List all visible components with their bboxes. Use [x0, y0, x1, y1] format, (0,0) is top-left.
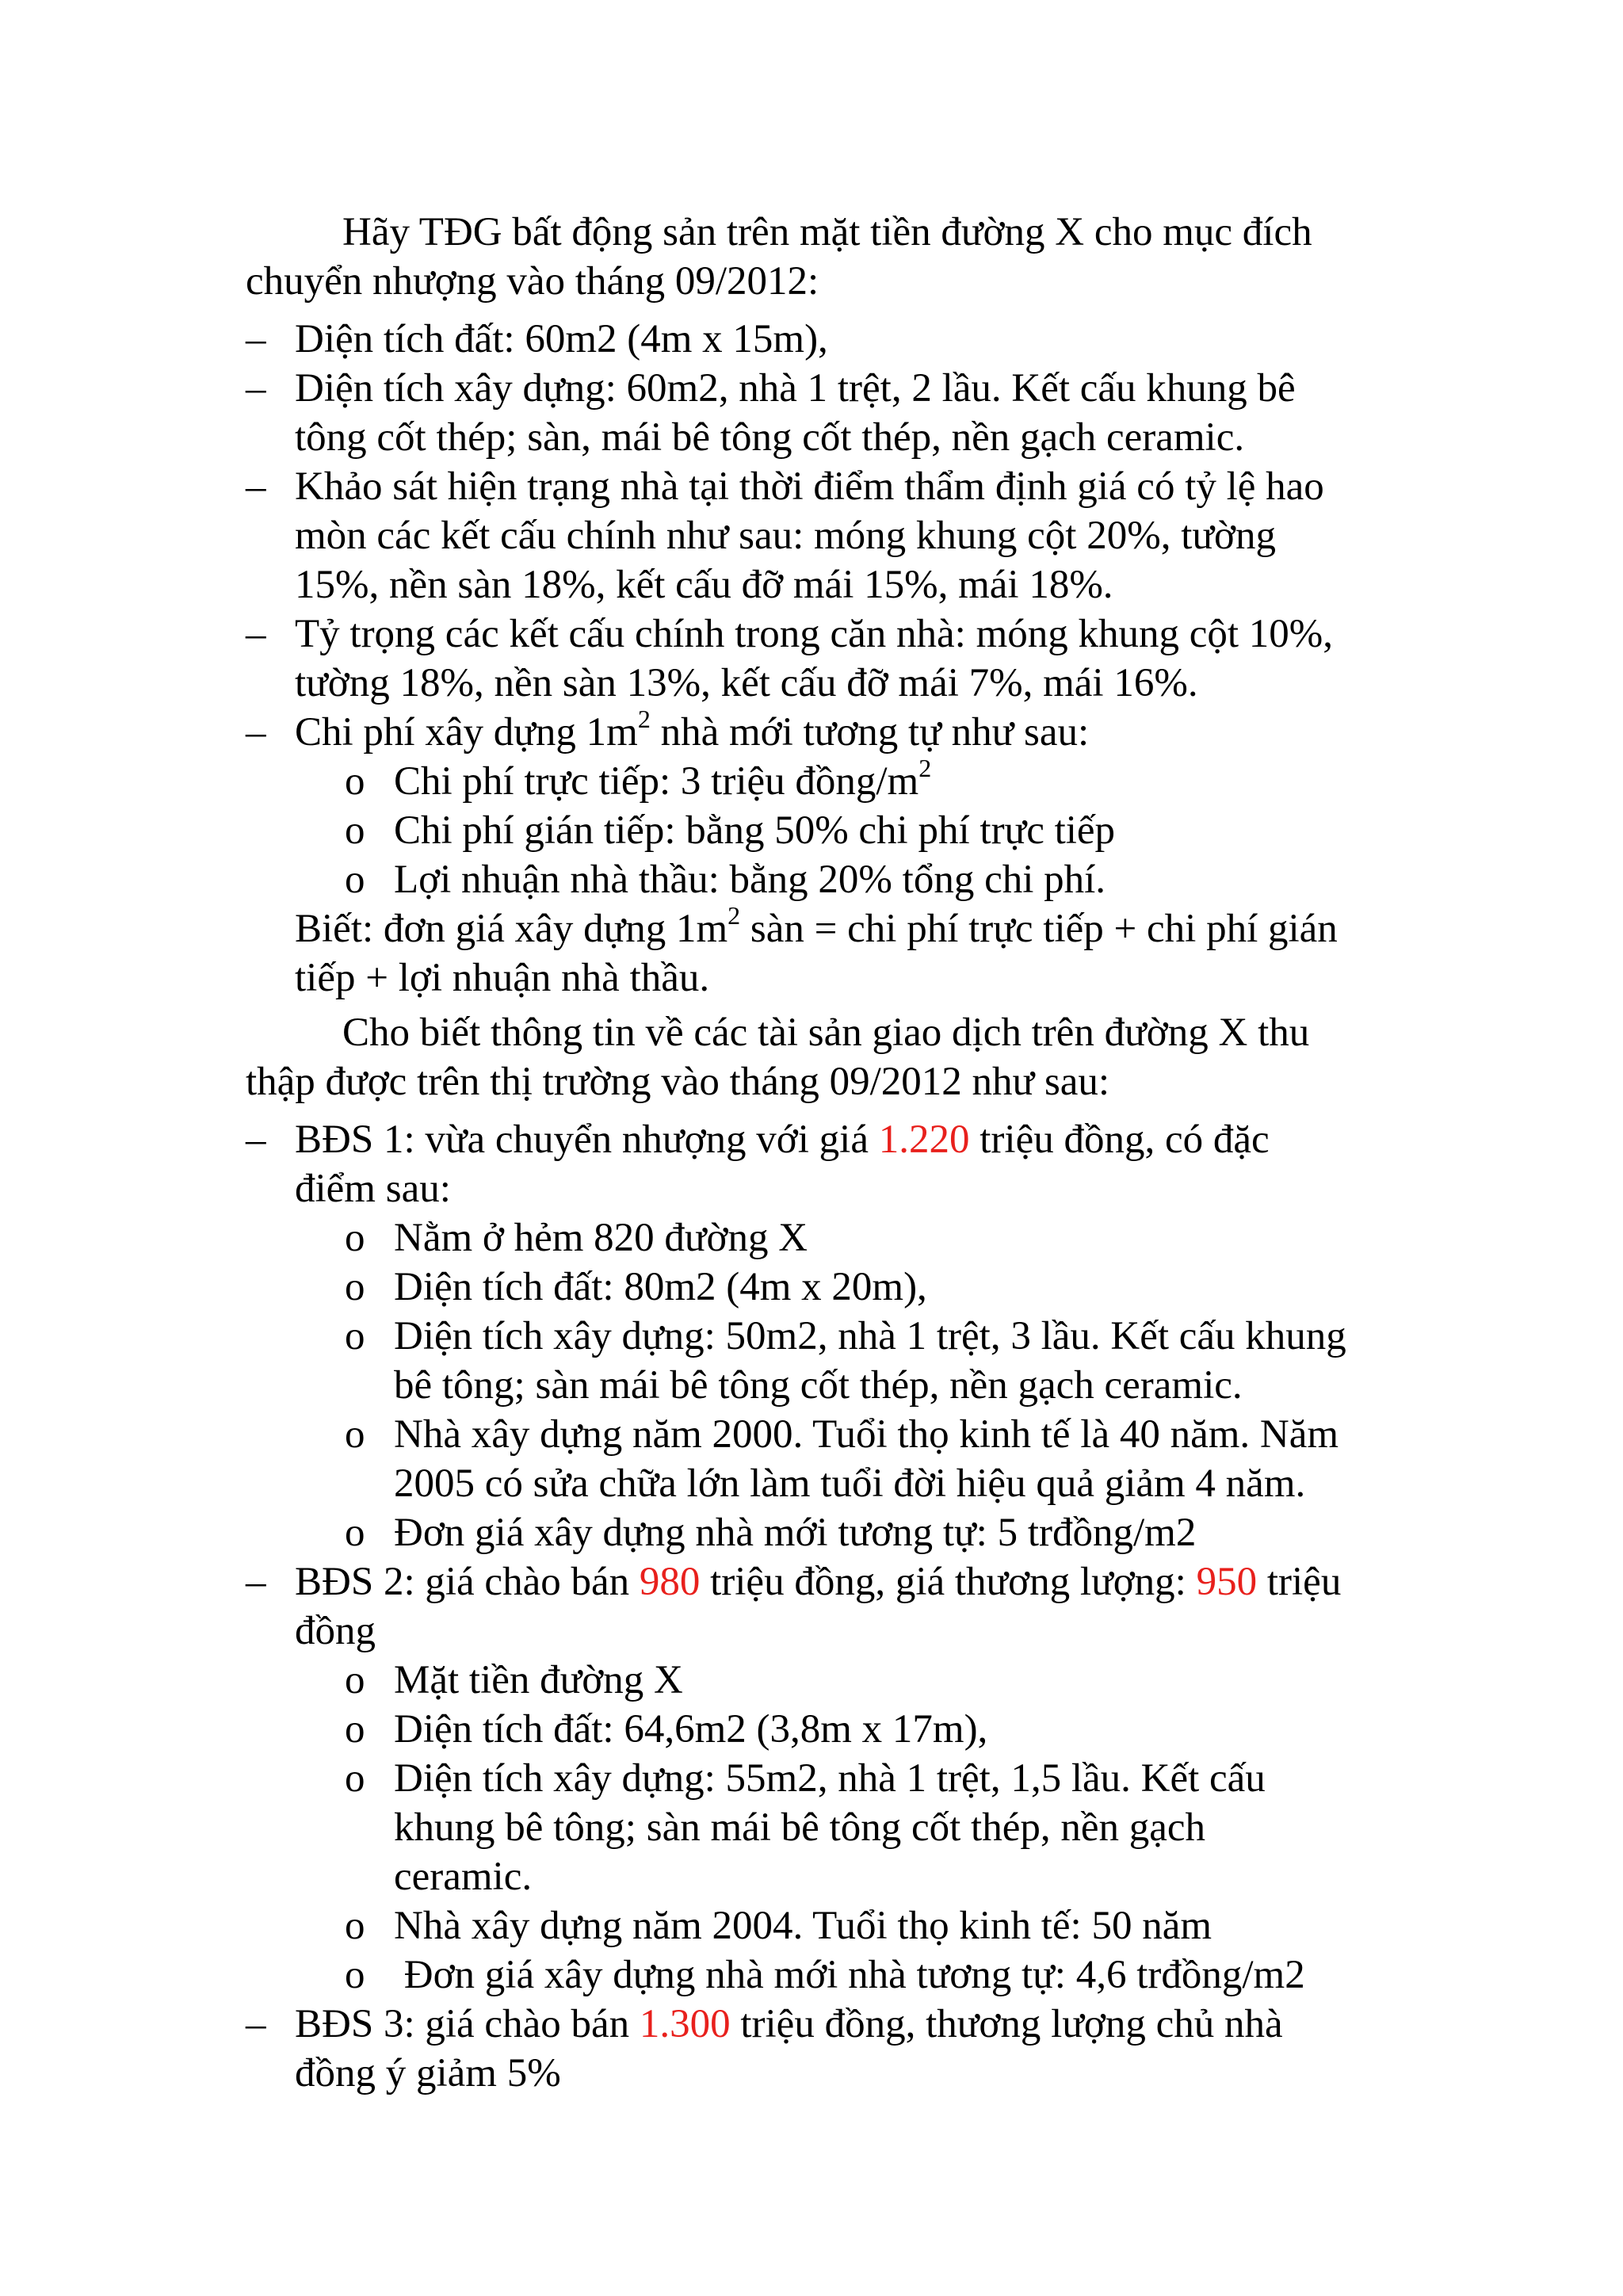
- note-text-cont: sàn = chi phí trực tiếp + chi phí gián: [740, 907, 1338, 951]
- subject-build-area-line-2: tông cốt thép; sàn, mái bê tông cốt thép, nền gạch ceramic.: [295, 415, 1245, 460]
- subject-build-area-line-1: Diện tích xây dựng: 60m2, nhà 1 trệt, 2 lầu. Kết cấu khung bê: [295, 366, 1296, 411]
- indirect-cost-text: Chi phí gián tiếp: bằng 50% chi phí trực tiếp: [394, 808, 1116, 853]
- bullet-marker: o: [345, 759, 365, 804]
- bds2-build-line-2: khung bê tông; sàn mái bê tông cốt thép, nền gạch: [394, 1805, 1206, 1850]
- bds3-head-end: triệu đồng, thương lượng chủ nhà: [730, 2002, 1283, 2046]
- subject-cost-text-end: nhà mới tương tự như sau:: [650, 710, 1090, 755]
- bds3-item: [246, 2000, 1434, 2098]
- direct-cost-text: Chi phí trực tiếp: 3 triệu đồng/m: [394, 759, 919, 804]
- bullet-marker: o: [345, 1756, 365, 1801]
- bds1-head-line-2: điểm sau:: [295, 1167, 451, 1211]
- bds2-negotiated-price: 950: [1196, 1560, 1258, 1604]
- market-line-2: thập được trên thị trường vào tháng 09/2012 như sau:: [246, 1060, 1110, 1104]
- bds2-location-item: [345, 1656, 1438, 1705]
- bds3-offer-price: 1.300: [639, 2002, 731, 2046]
- superscript-2: 2: [637, 705, 651, 733]
- superscript-2: 2: [918, 754, 932, 782]
- bds2-head-line-2: đồng: [295, 1609, 376, 1653]
- contractor-profit-item: [345, 855, 1438, 904]
- unit-price-note: [295, 901, 1436, 1003]
- bds1-build-line-1: Diện tích xây dựng: 50m2, nhà 1 trệt, 3 lầu. Kết cấu khung: [394, 1314, 1346, 1358]
- bds1-location: Nằm ở hẻm 820 đường X: [394, 1216, 808, 1260]
- subject-survey-line-1: Khảo sát hiện trạng nhà tại thời điểm thẩm định giá có tỷ lệ hao: [295, 464, 1324, 509]
- dash-marker: –: [246, 612, 266, 656]
- subject-survey-item: [246, 462, 1434, 609]
- dash-marker: –: [246, 1117, 266, 1162]
- subject-land-area-item: [246, 315, 1434, 364]
- bds2-build-line-1: Diện tích xây dựng: 55m2, nhà 1 trệt, 1,5 lầu. Kết cấu: [394, 1756, 1266, 1801]
- bds1-land: Diện tích đất: 80m2 (4m x 20m),: [394, 1265, 927, 1309]
- note-line-2: tiếp + lợi nhuận nhà thầu.: [295, 956, 710, 1000]
- subject-survey-line-2: mòn các kết cấu chính như sau: móng khung cột 20%, tường: [295, 514, 1276, 558]
- bullet-marker: o: [345, 1314, 365, 1358]
- market-paragraph: [246, 1008, 1434, 1106]
- dash-marker: –: [246, 1560, 266, 1604]
- bds1-head: BĐS 1: vừa chuyển nhượng với giá: [295, 1117, 879, 1162]
- bds2-head-mid: triệu đồng, giá thương lượng:: [700, 1560, 1197, 1604]
- intro-paragraph: [246, 208, 1434, 306]
- bds1-price: 1.220: [878, 1117, 970, 1162]
- bullet-marker: o: [345, 1953, 365, 1997]
- bds2-head-end: triệu: [1257, 1560, 1342, 1604]
- bullet-marker: o: [345, 808, 365, 853]
- subject-ratio-item: [246, 609, 1434, 708]
- bds2-unit-price-item: [345, 1950, 1438, 2000]
- bds1-unit-price: Đơn giá xây dựng nhà mới tương tự: 5 trđồng/m2: [394, 1511, 1197, 1555]
- bds1-location-item: [345, 1213, 1438, 1263]
- bullet-marker: o: [345, 1412, 365, 1457]
- intro-line-1: Hãy TĐG bất động sản trên mặt tiền đường X cho mục đích: [342, 210, 1312, 254]
- bds2-build-item: [345, 1754, 1438, 1901]
- bds2-land: Diện tích đất: 64,6m2 (3,8m x 17m),: [394, 1707, 988, 1752]
- intro-line-2: chuyển nhượng vào tháng 09/2012:: [246, 259, 819, 304]
- bds2-offer-price: 980: [639, 1560, 701, 1604]
- dash-marker: –: [246, 366, 266, 411]
- bds1-land-item: [345, 1263, 1438, 1312]
- bds3-head: BĐS 3: giá chào bán: [295, 2002, 640, 2046]
- bds1-year-line-2: 2005 có sửa chữa lớn làm tuổi đời hiệu quả giảm 4 năm.: [394, 1461, 1306, 1506]
- bds2-land-item: [345, 1705, 1438, 1754]
- bullet-marker: o: [345, 858, 365, 902]
- subject-build-area-item: [246, 364, 1434, 462]
- subject-cost-item: [246, 705, 1434, 757]
- dash-marker: –: [246, 317, 266, 361]
- bullet-marker: o: [345, 1658, 365, 1702]
- bds1-unit-price-item: [345, 1508, 1438, 1557]
- bullet-marker: o: [345, 1216, 365, 1260]
- bds2-head: BĐS 2: giá chào bán: [295, 1560, 640, 1604]
- subject-cost-text: Chi phí xây dựng 1m: [295, 710, 638, 755]
- bds1-head-end: triệu đồng, có đặc: [969, 1117, 1270, 1162]
- note-text: Biết: đơn giá xây dựng 1m: [295, 907, 728, 951]
- bds2-unit-price: Đơn giá xây dựng nhà mới nhà tương tự: 4,6 trđồng/m2: [394, 1953, 1305, 1997]
- market-line-1: Cho biết thông tin về các tài sản giao dịch trên đường X thu: [342, 1010, 1310, 1055]
- bds2-build-line-3: ceramic.: [394, 1855, 533, 1899]
- dash-marker: –: [246, 710, 266, 755]
- bds1-year-line-1: Nhà xây dựng năm 2000. Tuổi thọ kinh tế là 40 năm. Năm: [394, 1412, 1339, 1457]
- dash-marker: –: [246, 2002, 266, 2046]
- bullet-marker: o: [345, 1707, 365, 1752]
- bullet-marker: o: [345, 1265, 365, 1309]
- subject-land-area: Diện tích đất: 60m2 (4m x 15m),: [295, 317, 828, 361]
- bds2-year-item: [345, 1901, 1438, 1950]
- bullet-marker: o: [345, 1511, 365, 1555]
- bds2-location: Mặt tiền đường X: [394, 1658, 683, 1702]
- contractor-profit-text: Lợi nhuận nhà thầu: bằng 20% tổng chi phí.: [394, 858, 1106, 902]
- subject-ratio-line-2: tường 18%, nền sàn 13%, kết cấu đỡ mái 7%, mái 16%.: [295, 661, 1198, 705]
- bds2-year: Nhà xây dựng năm 2004. Tuổi thọ kinh tế: 50 năm: [394, 1904, 1212, 1948]
- bds3-head-line-2: đồng ý giảm 5%: [295, 2051, 561, 2095]
- bds1-build-item: [345, 1312, 1438, 1410]
- bds1-year-item: [345, 1410, 1438, 1508]
- bds1-item: [246, 1115, 1434, 1213]
- subject-survey-line-3: 15%, nền sàn 18%, kết cấu đỡ mái 15%, mái 18%.: [295, 563, 1113, 607]
- bds1-build-line-2: bê tông; sàn mái bê tông cốt thép, nền gạch ceramic.: [394, 1363, 1243, 1408]
- dash-marker: –: [246, 464, 266, 509]
- bds2-item: [246, 1557, 1434, 1656]
- indirect-cost-item: [345, 806, 1438, 855]
- bullet-marker: o: [345, 1904, 365, 1948]
- superscript-2: 2: [727, 901, 741, 930]
- direct-cost-item: [345, 754, 1438, 806]
- subject-ratio-line-1: Tỷ trọng các kết cấu chính trong căn nhà: móng khung cột 10%,: [295, 612, 1334, 656]
